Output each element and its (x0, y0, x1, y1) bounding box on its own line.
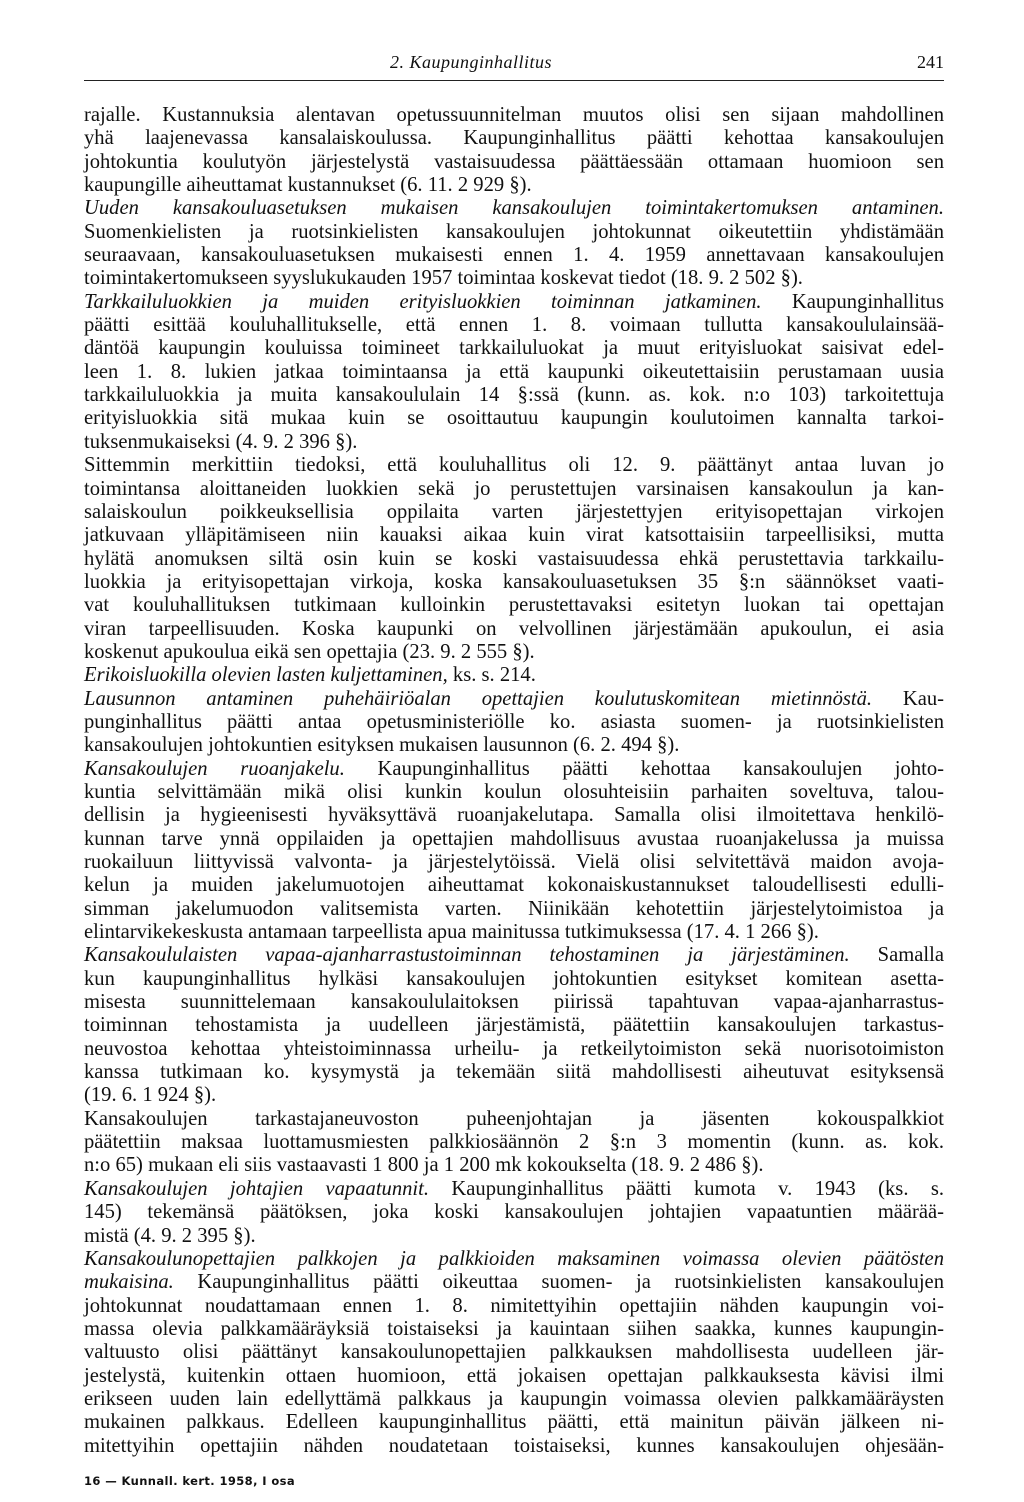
italic-heading: Erikoisluokilla olevien lasten kuljettaminen, (84, 664, 448, 687)
text-line (84, 501, 944, 524)
text-run: 145) tekemänsä päätöksen, joka koski kansakoulujen johtajien vapaatuntien määrää- (84, 1201, 944, 1224)
text-run: tarkkailuluokkia ja muita kansakoululain 14 §:ssä (kunn. as. kok. n:o 103) tarkoitettuja (84, 384, 944, 407)
text-line (84, 174, 944, 197)
text-line (84, 618, 944, 641)
text-line (84, 1435, 944, 1458)
text-run: johtokunnat noudattamaan ennen 1. 8. nimitettyihin opettajiin nähden kaupungin voi- (84, 1294, 944, 1317)
text-run: Sittemmin merkittiin tiedoksi, että kouluhallitus oli 12. 9. päättänyt antaa luvan jo (84, 454, 944, 477)
italic-heading: mukaisina. (84, 1271, 174, 1294)
text-run: punginhallitus päätti antaa opetusministeriölle ko. asiasta suomen- ja ruotsinkielisten (84, 710, 944, 733)
italic-heading: Uuden kansakouluasetuksen mukaisen kansakoulujen toimintakertomuksen antaminen. (84, 197, 944, 220)
text-line (84, 1178, 944, 1201)
text-line (84, 758, 944, 781)
text-line (84, 431, 944, 454)
text-run: luokkia ja erityisopettajan virkoja, koska kansakouluasetuksen 35 §:n säännökset vaati- (84, 570, 944, 593)
header-title: 2. Kaupunginhallitus (390, 52, 553, 72)
text-line (84, 968, 944, 991)
text-run: dellisin ja hygieenisesti hyväksyttävä ruoanjakelutapa. Samalla olisi ilmoitettava henkilö- (84, 804, 944, 827)
text-line (84, 127, 944, 150)
text-line (84, 548, 944, 571)
text-run: leen 1. 8. lukien jatkaa toimintaansa ja että kaupunki oikeutettaisiin perustamaan uusia (84, 360, 944, 383)
text-run: neuvostoa kehottaa yhteistoiminnassa urheilu- ja retkeilytoimiston sekä nuorisotoimiston (84, 1037, 944, 1060)
text-run: Suomenkielisten ja ruotsinkielisten kansakoulujen johtokunnat oikeutettiin yhdistämään (84, 220, 944, 243)
text-run: ruokailuun liittyvissä valvonta- ja järjestelytöissä. Vielä olisi selvitettävä maidon avoja- (84, 851, 944, 873)
text-line (84, 1341, 944, 1364)
text-line (84, 314, 944, 337)
body-text (84, 104, 944, 1458)
running-header (84, 52, 944, 81)
text-run: simman jakelumuodon valitsemista varten. Niinikään kehotettiin järjestelytoimistoa ja (84, 897, 944, 920)
text-run: mistä (4. 9. 2 395 §). (84, 1224, 256, 1247)
text-line (84, 1108, 944, 1131)
italic-heading: Tarkkailuluokkien ja muiden erityisluokkien toiminnan jatkaminen. (84, 290, 762, 313)
text-run: kansakoulujen johtokuntien esityksen mukaisen lausunnon (6. 2. 494 §). (84, 734, 680, 757)
text-line (84, 991, 944, 1014)
text-line (84, 361, 944, 384)
text-line (84, 1271, 944, 1294)
text-run: massa olevia palkkamääräyksiä toistaiseksi ja kauintaan siihen saakka, kunnes kaupungin- (84, 1317, 944, 1340)
text-run: jestelystä, kuitenkin ottaen huomioon, että jokaisen opettajan palkkauksesta kävisi ilmi (84, 1364, 944, 1387)
text-line (84, 944, 944, 967)
text-run: Samalla (849, 944, 944, 967)
text-line (84, 151, 944, 174)
text-run: päätettiin maksaa luottamusmiesten palkkiosäännön 2 §:n 3 momentin (kunn. as. kok. (84, 1131, 944, 1154)
text-run: päätti esittää kouluhallitukselle, että ennen 1. 8. voimaan tullutta kansakoululainsää- (84, 314, 944, 337)
text-line (84, 874, 944, 897)
text-run: jatkuvaan ylläpitämiseen niin kauaksi aikaa kuin virat katsottaisiin tarpeellisiksi, mutta (84, 524, 944, 547)
text-run: seuraavaan, kansakouluasetuksen mukaisesti ennen 1. 4. 1959 annettavaan kansakoulujen (84, 244, 944, 267)
text-run: misesta suunnittelemaan kansakoululaitoksen piirissä tapahtuvan vapaa-ajanharrastus- (84, 991, 944, 1014)
text-run: salaiskoulun poikkeuksellisia oppilaita varten järjestettyjen erityisopettajan virkojen (84, 500, 944, 523)
text-line (84, 828, 944, 851)
text-run: viran tarpeellisuuden. Koska kaupunki on velvollinen järjestämään apukoulun, ei asia (84, 617, 944, 640)
text-run: Kansakoulujen tarkastajaneuvoston puheenjohtajan ja jäsenten kokouspalkkiot (84, 1107, 944, 1130)
text-line (84, 1131, 944, 1154)
text-line (84, 1154, 944, 1177)
text-run: mitettyihin opettajiin nähden noudatetaan toistaiseksi, kunnes kansakoulujen ohjesään- (84, 1434, 944, 1457)
text-line (84, 407, 944, 430)
text-run: hylätä anomuksen siltä osin kuin se koski vastaisuudessa ehkä perustettavia tarkkailu- (84, 547, 944, 570)
text-run: ks. s. 214. (447, 664, 536, 687)
text-line (84, 734, 944, 757)
text-line (84, 711, 944, 734)
italic-heading: Lausunnon antaminen puhehäiriöalan opettajien koulutuskomitean mietinnöstä. (84, 687, 873, 710)
text-line (84, 291, 944, 314)
italic-heading: Kansakoulunopettajien palkkojen ja palkkioiden maksaminen voimassa olevien päätösten (84, 1247, 944, 1270)
text-run: (19. 6. 1 924 §). (84, 1084, 217, 1107)
text-run: Kaupunginhallitus päätti kehottaa kansakoulujen johto- (344, 757, 944, 780)
italic-heading: Kansakoululaisten vapaa-ajanharrastustoiminnan tehostaminen ja järjestäminen. (84, 944, 850, 967)
text-run: erityisluokkia sitä mukaa kuin se osoittautuu kaupungin koulutoimen kannalta tarkoi- (84, 407, 944, 430)
text-run: koskenut apukoulua eikä sen opettajia (23. 9. 2 555 §). (84, 640, 535, 663)
text-line (84, 478, 944, 501)
text-line (84, 1038, 944, 1061)
text-line (84, 1318, 944, 1341)
text-line (84, 1061, 944, 1084)
text-run: vat kouluhallituksen tutkimaan kulloinkin perustettavaksi esitetyn luokan tai opettajan (84, 594, 944, 617)
italic-heading: Kansakoulujen johtajien vapaatunnit. (84, 1177, 430, 1200)
text-run: kaupungille aiheuttamat kustannukset (6. 11. 2 929 §). (84, 174, 532, 197)
page-number: 241 (917, 52, 944, 72)
text-run: toiminnan tehostamista ja uudelleen järjestämistä, päätettiin kansakoulujen tarkastus- (84, 1014, 944, 1037)
text-line (84, 594, 944, 617)
text-line (84, 197, 944, 220)
text-line (84, 1225, 944, 1248)
text-line (84, 337, 944, 360)
text-line (84, 1365, 944, 1388)
text-line (84, 454, 944, 477)
text-line (84, 571, 944, 594)
text-run: valtuusto olisi päättänyt kansakoulunopettajien palkkauksen mahdollisesta uudelleen jär- (84, 1341, 944, 1364)
text-line (84, 384, 944, 407)
text-line (84, 688, 944, 711)
text-run: Kaupunginhallitus päätti oikeuttaa suomen- ja ruotsinkielisten kansakoulujen (173, 1271, 944, 1294)
text-line (84, 221, 944, 244)
text-run: tuksenmukaiseksi (4. 9. 2 396 §). (84, 430, 358, 453)
text-run: kelun ja muiden jakelumuotojen aiheuttamat kokonaiskustannukset taloudellisesti edulli- (84, 874, 944, 897)
text-run: rajalle. Kustannuksia alentavan opetussuunnitelman muutos olisi sen sijaan mahdollinen (84, 104, 944, 126)
text-line (84, 851, 944, 874)
text-line (84, 781, 944, 804)
text-run: mukainen palkkaus. Edelleen kaupunginhallitus päätti, että mainitun päivän jälkeen ni- (84, 1411, 944, 1434)
text-run: Kaupunginhallitus (761, 290, 944, 313)
text-run: toimintansa aloittaneiden luokkien sekä jo perustettujen varsinaisen kansakoulun ja kan- (84, 477, 944, 500)
text-run: Kaupunginhallitus päätti kumota v. 1943 (ks. s. (429, 1177, 944, 1200)
text-run: johtokuntia koulutyön järjestelystä vastaisuudessa päättäessään ottamaan huomioon sen (84, 150, 944, 173)
text-line (84, 804, 944, 827)
text-line (84, 104, 944, 127)
text-line (84, 1411, 944, 1434)
footer-note: 16 — Kunnall. kert. 1958, I osa (84, 1474, 296, 1488)
text-line (84, 1388, 944, 1411)
text-run: n:o 65) mukaan eli siis vastaavasti 1 800 ja 1 200 mk kokoukselta (18. 9. 2 486 §). (84, 1154, 764, 1177)
text-line (84, 641, 944, 664)
italic-heading: Kansakoulujen ruoanjakelu. (84, 757, 345, 780)
text-run: kunnan tarve ynnä oppilaiden ja opettajien mahdollisuus avustaa ruoanjakelussa ja muissa (84, 827, 944, 850)
text-run: elintarvikekeskusta antamaan tarpeellista apua mainitussa tutkimuksessa (17. 4. 1 266 §). (84, 921, 819, 944)
text-line (84, 1295, 944, 1318)
text-run: erikseen uuden lain edellyttämä palkkaus ja kaupungin voimassa olevien palkkamääräysten (84, 1387, 944, 1410)
text-line (84, 1014, 944, 1037)
text-run: Kau- (872, 687, 944, 710)
text-run: kanssa tutkimaan ko. kysymystä ja tekemään siitä mahdollisesti aiheutuvat esityksensä (84, 1061, 944, 1084)
text-line (84, 244, 944, 267)
text-line (84, 524, 944, 547)
text-run: toimintakertomukseen syyslukukauden 1957 toimintaa koskevat tiedot (18. 9. 2 502 §). (84, 267, 803, 290)
text-run: kuntia selvittämään mikä olisi kunkin koulun olosuhteisiin parhaiten soveltuva, talou- (84, 780, 944, 803)
text-line (84, 1201, 944, 1224)
text-line (84, 1084, 944, 1107)
text-run: yhä laajenevassa kansalaiskoulussa. Kaupunginhallitus päätti kehottaa kansakoulujen (84, 127, 944, 150)
text-line (84, 921, 944, 944)
text-run: däntöä kaupungin kouluissa toimineet tarkkailuluokat ja muut erityisluokat saisivat edel- (84, 337, 944, 360)
text-line (84, 898, 944, 921)
text-line (84, 664, 944, 687)
text-run: kun kaupunginhallitus hylkäsi kansakoulujen johtokuntien esitykset komitean asetta- (84, 967, 944, 990)
text-line (84, 1248, 944, 1271)
text-line (84, 267, 944, 290)
